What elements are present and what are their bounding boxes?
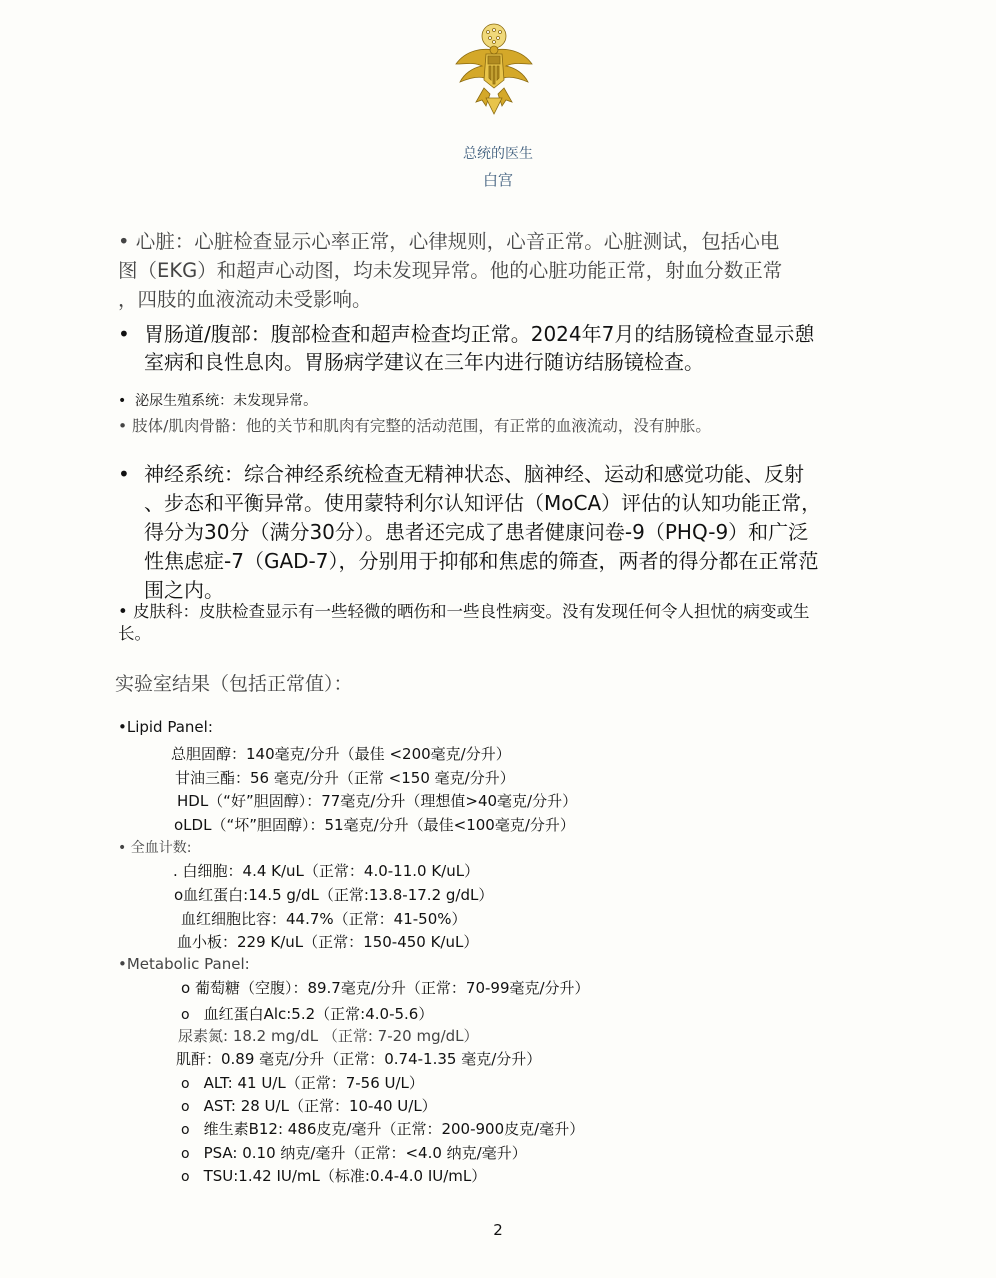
lab-value: 尿素氮: 18.2 mg/dL （正常: 7-20 mg/dL）: [178, 1027, 479, 1045]
neuro-line: 性焦虑症-7（GAD-7），分别用于抑郁和焦虑的筛查，两者的得分都在正常范: [144, 549, 819, 573]
bullet: •: [118, 393, 127, 409]
derm-section: [118, 601, 809, 645]
list-marker: o: [181, 1146, 190, 1162]
list-marker: o: [181, 1007, 190, 1023]
metabolic-panel-label: •Metabolic Panel:: [118, 955, 250, 973]
lab-value: oLDL（“坏”胆固醇）：51毫克/分升（最佳<100毫克/分升）: [174, 816, 575, 834]
urogenital-section: [118, 390, 317, 410]
lab-row: [181, 1003, 433, 1024]
bullet: •: [118, 462, 130, 486]
lab-value: 血红细胞比容：44.7%（正常：41-50%）: [181, 910, 467, 928]
lab-value: 维生素B12: 486皮克/毫升（正常：200-900皮克/毫升）: [203, 1120, 585, 1138]
gi-line: 室病和良性息肉。胃肠病学建议在三年内进行随访结肠镜检查。: [144, 350, 704, 374]
derm-line: 皮肤科：皮肤检查显示有一些轻微的晒伤和一些良性病变。没有发现任何令人担忧的病变或生: [132, 602, 810, 621]
heart-line: 图（EKG）和超声心动图，均未发现异常。他的心脏功能正常，射血分数正常: [118, 259, 783, 282]
lab-value: . 白细胞：4.4 K/uL（正常：4.0-11.0 K/uL）: [173, 862, 480, 880]
musculoskeletal-section: [118, 414, 711, 436]
labs-heading: 实验室结果（包括正常值）：: [115, 673, 353, 695]
heart-line: 心脏：心脏检查显示心率正常，心律规则，心音正常。心脏测试，包括心电: [135, 230, 780, 253]
lab-value: ALT: 41 U/L（正常：7-56 U/L）: [203, 1074, 424, 1092]
list-marker: o: [181, 1076, 190, 1092]
lab-value: 总胆固醇：140毫克/分升（最佳 <200毫克/分升）: [171, 745, 511, 763]
list-marker: o: [181, 1169, 190, 1185]
lab-value: 血小板：229 K/uL（正常：150-450 K/uL）: [177, 933, 479, 951]
lab-value: HDL（“好”胆固醇）：77毫克/分升（理想值>40毫克/分升）: [177, 792, 578, 810]
list-marker: o: [181, 1099, 190, 1115]
lab-row: [181, 1142, 527, 1163]
derm-line: 长。: [118, 624, 151, 643]
bullet: •: [118, 417, 128, 435]
lab-row: [181, 1118, 584, 1139]
lab-row: [181, 1165, 486, 1186]
bullet: •: [118, 230, 130, 253]
lab-row: [181, 1072, 424, 1093]
lab-value: TSU:1.42 IU/mL（标准:0.4-4.0 IU/mL）: [203, 1167, 487, 1185]
neuro-line: 神经系统：综合神经系统检查无精神状态、脑神经、运动和感觉功能、反射: [144, 462, 804, 486]
heart-line: ，四肢的血液流动未受影响。: [118, 288, 372, 311]
office-title: 总统的医生: [463, 146, 533, 162]
lab-value: o血红蛋白:14.5 g/dL（正常:13.8-17.2 g/dL）: [174, 886, 494, 904]
lab-value: 肌酐：0.89 毫克/分升（正常：0.74-1.35 毫克/分升）: [176, 1050, 542, 1068]
neuro-line: 围之内。: [144, 578, 224, 602]
lab-row: [181, 1095, 437, 1116]
neuro-line: 得分为30分（满分30分）。患者还完成了患者健康问卷-9（PHQ-9）和广泛: [144, 520, 809, 544]
list-marker: o: [181, 1122, 190, 1138]
musculoskeletal-text: 肢体/肌肉骨骼：他的关节和肌肉有完整的活动范围，有正常的血液流动，没有肿胀。: [132, 417, 711, 435]
gi-line: 胃肠道/腹部：腹部检查和超声检查均正常。2024年7月的结肠镜检查显示憩: [144, 322, 815, 346]
page-number: 2: [493, 1221, 503, 1239]
lab-value: 甘油三酯：56 毫克/分升（正常 <150 毫克/分升）: [175, 769, 515, 787]
presidential-seal-logo: [452, 20, 536, 118]
neuro-line: 、步态和平衡异常。使用蒙特利尔认知评估（MoCA）评估的认知功能正常，: [144, 491, 822, 515]
cbc-label: • 全血计数:: [118, 840, 192, 856]
bullet: •: [118, 322, 130, 346]
bullet: •: [118, 602, 128, 621]
heart-section: [118, 227, 782, 314]
lab-value: PSA: 0.10 纳克/毫升（正常：<4.0 纳克/毫升）: [203, 1144, 527, 1162]
lab-value: o 葡萄糖（空腹）：89.7毫克/分升（正常：70-99毫克/分升）: [181, 979, 590, 997]
lab-value: AST: 28 U/L（正常：10-40 U/L）: [203, 1097, 437, 1115]
location-title: 白宫: [482, 171, 513, 189]
urogenital-text: 泌尿生殖系统：未发现异常。: [135, 393, 318, 409]
lipid-panel-label: •Lipid Panel:: [118, 718, 213, 736]
lab-value: 血红蛋白Alc:5.2（正常:4.0-5.6）: [203, 1005, 434, 1023]
